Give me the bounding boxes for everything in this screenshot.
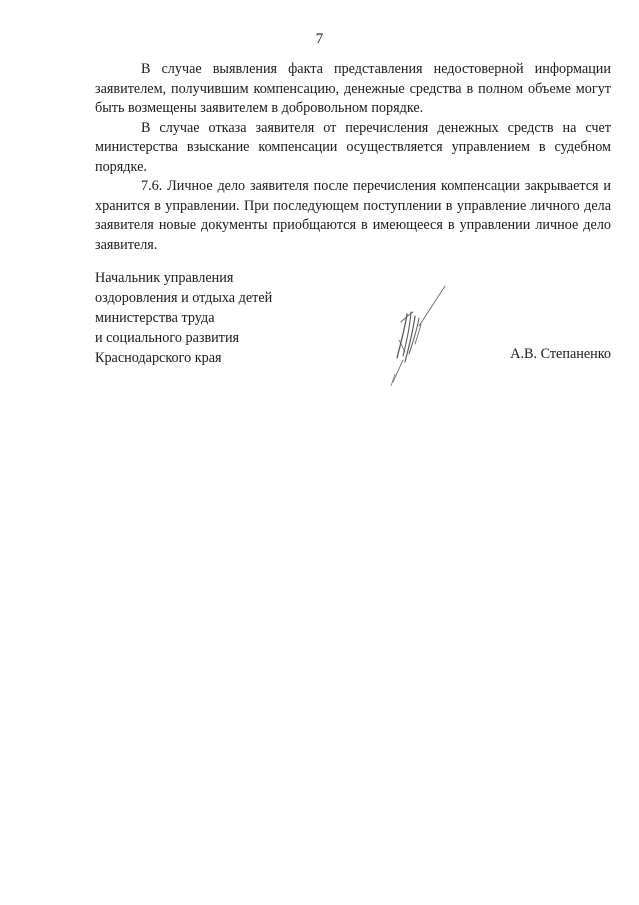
signer-name: А.В. Степаненко — [510, 346, 611, 362]
paragraph-court-recovery: В случае отказа заявителя от перечисления денежных средств на счет министерства взыскание компенсации осуществляется управлением в судебном порядке. — [95, 119, 611, 175]
position-line: и социального развития — [95, 330, 240, 346]
position-line: Начальник управления — [95, 270, 234, 286]
position-line: министерства труда — [95, 310, 215, 326]
paragraph-refund: В случае выявления факта представления недостоверной информации заявителем, получившим компенсацию, денежные средства в полном объеме могут быть возмещены заявителем в добровольном порядке. — [95, 61, 611, 116]
paragraph-personal-file: 7.6. Личное дело заявителя после перечисления компенсации закрывается и хранится в управлении. При последующем поступлении в управление личного дела заявителя новые документы приобщаются в имеющееся в управлении личное дело заявителя. — [95, 178, 611, 253]
signature-block — [95, 268, 611, 398]
signer-position — [95, 268, 272, 368]
position-line: оздоровления и отдыха детей — [95, 290, 273, 306]
document-body — [95, 60, 611, 255]
page-number: 7 — [315, 31, 324, 47]
handwritten-signature-icon — [363, 282, 453, 390]
position-line: Краснодарского края — [95, 350, 222, 366]
